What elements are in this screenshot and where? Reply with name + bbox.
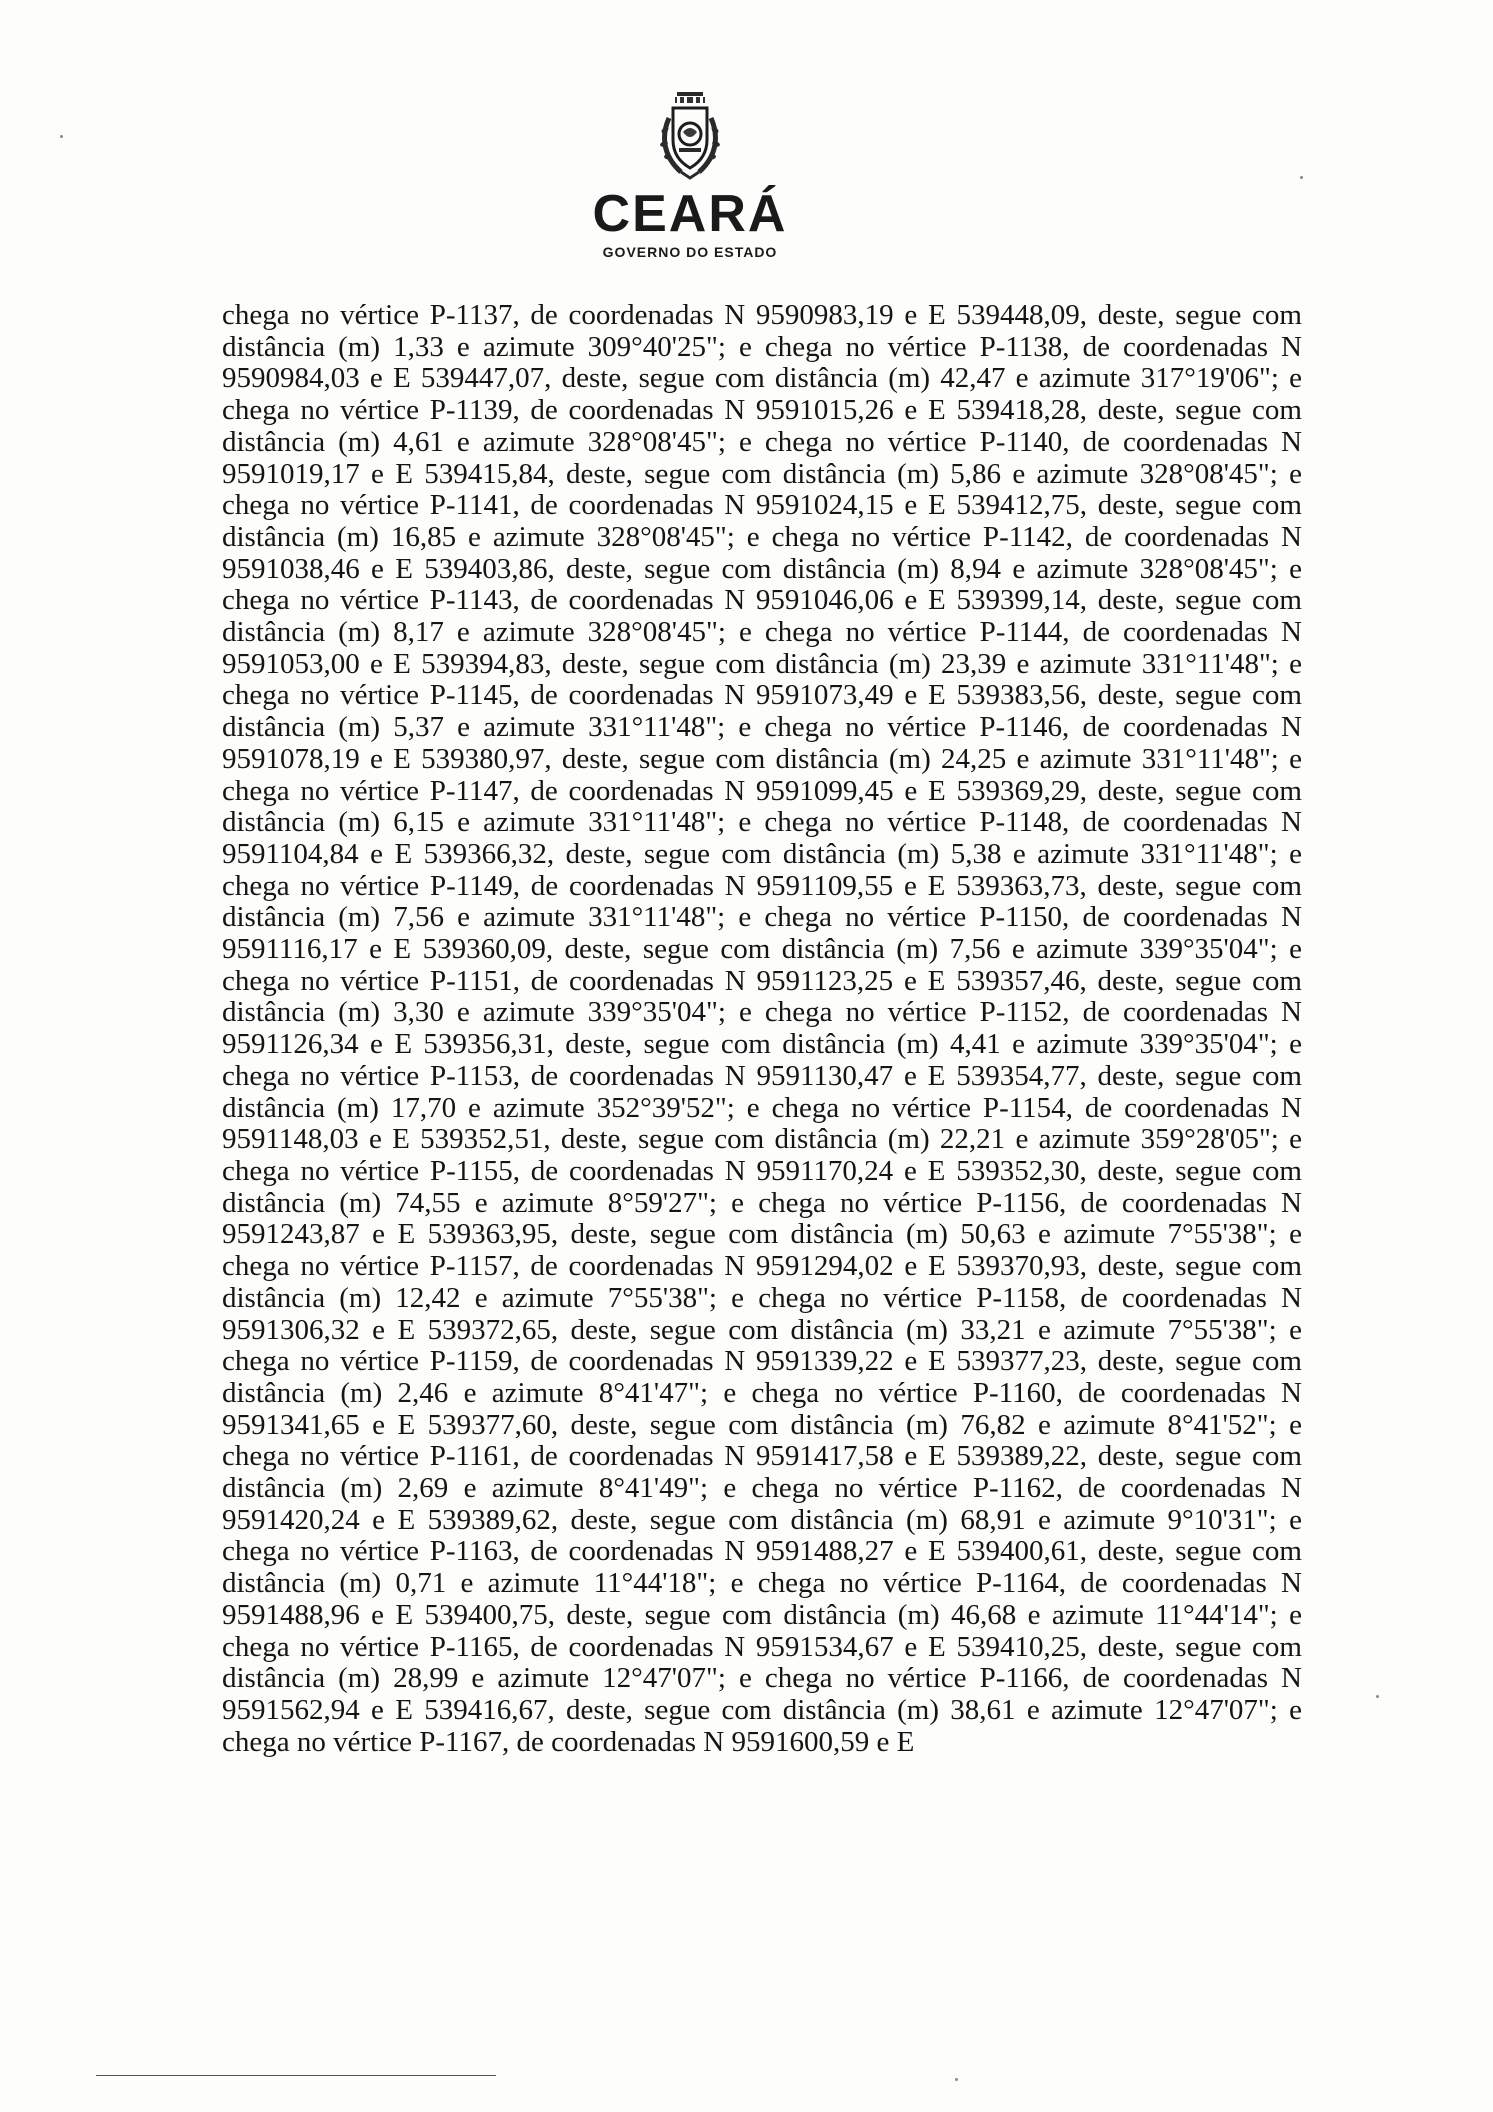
scan-speck bbox=[1376, 1695, 1379, 1698]
footer-rule bbox=[96, 2075, 496, 2076]
state-name: CEARÁ bbox=[592, 185, 788, 243]
body-paragraph: chega no vértice P-1137, de coordenadas N 9590983,19 e E 539448,09, deste, segue com distância (m) 1,33 e azimute 309°40'25"; e chega no vértice P-1138, de coordenadas N 9590984,03 e E 539447,07, deste, segue com distância (m) 42,47 e azimute 317°19'06"; e chega no vértice P-1139, de coordenadas N 9591015,26 e E 539418,28, deste, segue com distância (m) 4,61 e azimute 328°08'45"; e chega no vértice P-1140, de coordenadas N 9591019,17 e E 539415,84, deste, segue com distância (m) 5,86 e azimute 328°08'45"; e chega no vértice P-1141, de coordenadas N 9591024,15 e E 539412,75, deste, segue com distância (m) 16,85 e azimute 328°08'45"; e chega no vértice P-1142, de coordenadas N 9591038,46 e E 539403,86, deste, segue com distância (m) 8,94 e azimute 328°08'45"; e chega no vértice P-1143, de coordenadas N 9591046,06 e E 539399,14, deste, segue com distância (m) 8,17 e azimute 328°08'45"; e chega no vértice P-1144, de coordenadas N 9591053,00 e E 539394,83, deste, segue com distância (m) 23,39 e azimute 331°11'48"; e chega no vértice P-1145, de coordenadas N 9591073,49 e E 539383,56, deste, segue com distância (m) 5,37 e azimute 331°11'48"; e chega no vértice P-1146, de coordenadas N 9591078,19 e E 539380,97, deste, segue com distância (m) 24,25 e azimute 331°11'48"; e chega no vértice P-1147, de coordenadas N 9591099,45 e E 539369,29, deste, segue com distância (m) 6,15 e azimute 331°11'48"; e chega no vértice P-1148, de coordenadas N 9591104,84 e E 539366,32, deste, segue com distância (m) 5,38 e azimute 331°11'48"; e chega no vértice P-1149, de coordenadas N 9591109,55 e E 539363,73, deste, segue com distância (m) 7,56 e azimute 331°11'48"; e chega no vértice P-1150, de coordenadas N 9591116,17 e E 539360,09, deste, segue com distância (m) 7,56 e azimute 339°35'04"; e chega no vértice P-1151, de coordenadas N 9591123,25 e E 539357,46, deste, segue com distância (m) 3,30 e azimute 339°35'04"; e chega no vértice P-1152, de coordenadas N 9591126,34 e E 539356,31, deste, segue com distância (m) 4,41 e azimute 339°35'04"; e chega no vértice P-1153, de coordenadas N 9591130,47 e E 539354,77, deste, segue com distância (m) 17,70 e azimute 352°39'52"; e chega no vértice P-1154, de coordenadas N 9591148,03 e E 539352,51, deste, segue com distância (m) 22,21 e azimute 359°28'05"; e chega no vértice P-1155, de coordenadas N 9591170,24 e E 539352,30, deste, segue com distância (m) 74,55 e azimute 8°59'27"; e chega no vértice P-1156, de coordenadas N 9591243,87 e E 539363,95, deste, segue com distância (m) 50,63 e azimute 7°55'38"; e chega no vértice P-1157, de coordenadas N 9591294,02 e E 539370,93, deste, segue com distância (m) 12,42 e azimute 7°55'38"; e chega no vértice P-1158, de coordenadas N 9591306,32 e E 539372,65, deste, segue com distância (m) 33,21 e azimute 7°55'38"; e chega no vértice P-1159, de coordenadas N 9591339,22 e E 539377,23, deste, segue com distância (m) 2,46 e azimute 8°41'47"; e chega no vértice P-1160, de coordenadas N 9591341,65 e E 539377,60, deste, segue com distância (m) 76,82 e azimute 8°41'52"; e chega no vértice P-1161, de coordenadas N 9591417,58 e E 539389,22, deste, segue com distância (m) 2,69 e azimute 8°41'49"; e chega no vértice P-1162, de coordenadas N 9591420,24 e E 539389,62, deste, segue com distância (m) 68,91 e azimute 9°10'31"; e chega no vértice P-1163, de coordenadas N 9591488,27 e E 539400,61, deste, segue com distância (m) 0,71 e azimute 11°44'18"; e chega no vértice P-1164, de coordenadas N 9591488,96 e E 539400,75, deste, segue com distância (m) 46,68 e azimute 11°44'14"; e chega no vértice P-1165, de coordenadas N 9591534,67 e E 539410,25, deste, segue com distância (m) 28,99 e azimute 12°47'07"; e chega no vértice P-1166, de coordenadas N 9591562,94 e E 539416,67, deste, segue com distância (m) 38,61 e azimute 12°47'07"; e chega no vértice P-1167, de coordenadas N 9591600,59 e E bbox=[222, 299, 1302, 1758]
letterhead bbox=[560, 88, 820, 260]
scan-speck bbox=[1300, 176, 1303, 179]
coat-of-arms-icon bbox=[655, 88, 725, 184]
government-label: GOVERNO DO ESTADO bbox=[602, 244, 778, 260]
scan-speck bbox=[60, 135, 63, 138]
scan-speck bbox=[955, 2078, 958, 2081]
